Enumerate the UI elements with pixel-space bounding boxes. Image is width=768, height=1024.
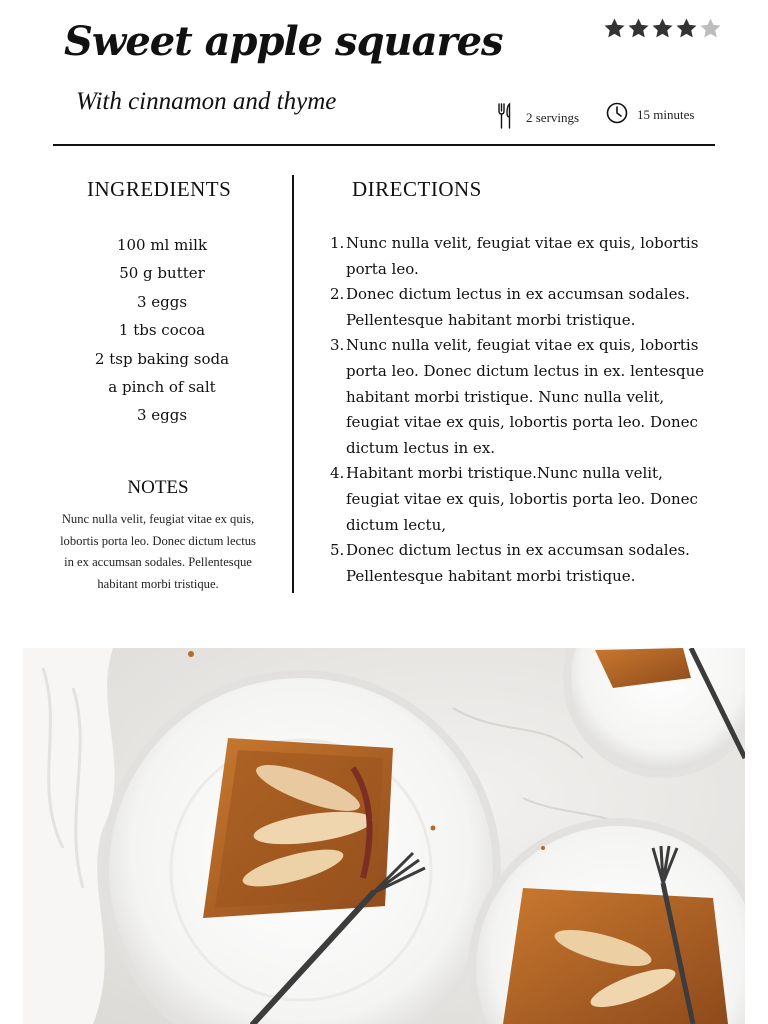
star-empty-icon [699,17,722,44]
step-number: 3. [330,336,345,355]
page-subtitle: With cinnamon and thyme [76,88,337,115]
utensils-icon [497,102,513,134]
star-filled-icon [603,17,626,44]
step-number: 4. [330,464,345,483]
step-text: Donec dictum lectus in ex accumsan sodales. Pellentesque habitant morbi tristique. [346,541,690,585]
servings-meta [497,102,579,134]
star-filled-icon [651,17,674,44]
header-divider [53,144,715,146]
rating-stars [603,17,722,44]
star-filled-icon [675,17,698,44]
step-text: Donec dictum lectus in ex accumsan sodales. Pellentesque habitant morbi tristique. [346,285,690,329]
step-text: Habitant morbi tristique.Nunc nulla velit, feugiat vitae ex quis, lobortis porta leo. Donec dictum lectu, [346,464,698,534]
ingredient-item: 100 ml milk [116,236,208,254]
star-filled-icon [627,17,650,44]
ingredients-list [60,231,264,430]
ingredient-item: 50 g butter [119,264,205,283]
time-meta [606,102,694,128]
ingredients-heading: INGREDIENTS [87,177,232,201]
step-number: 2. [330,285,345,304]
servings-text: 2 servings [526,110,580,125]
step-text: Nunc nulla velit, feugiat vitae ex quis, lobortis porta leo. [346,234,699,278]
time-text: 15 minutes [637,107,695,122]
direction-step [330,538,710,589]
ingredient-item: a pinch of salt [108,378,216,397]
step-text: Nunc nulla velit, feugiat vitae ex quis, lobortis porta leo. Donec dictum lectus in ex. lentesque habitant morbi tristique. Nunc nulla velit, feugiat vitae ex quis, lobortis porta leo. Donec dictum lectus in ex. [346,336,705,457]
column-divider [292,175,294,593]
ingredient-item: 1 tbs cocoa [118,321,206,340]
directions-heading: DIRECTIONS [352,177,482,201]
notes-heading: NOTES [127,477,189,498]
direction-step [330,231,710,282]
ingredient-item: 2 tsp baking soda [94,349,230,368]
ingredient-item: 3 eggs [136,406,188,425]
direction-step [330,461,710,538]
ingredient-item: 3 eggs [136,292,188,311]
step-number: 5. [330,541,345,560]
recipe-photo [23,648,745,1024]
clock-icon [606,102,628,128]
direction-step [330,333,710,461]
step-number: 1. [330,234,345,252]
notes-body: Nunc nulla velit, feugiat vitae ex quis, lobortis porta leo. Donec dictum lectus in ex accumsan sodales. Pellentesque habitant morbi tristique. [60,512,256,591]
directions-list [330,231,710,589]
direction-step [330,282,710,333]
page-title: Sweet apple squares [64,18,503,65]
